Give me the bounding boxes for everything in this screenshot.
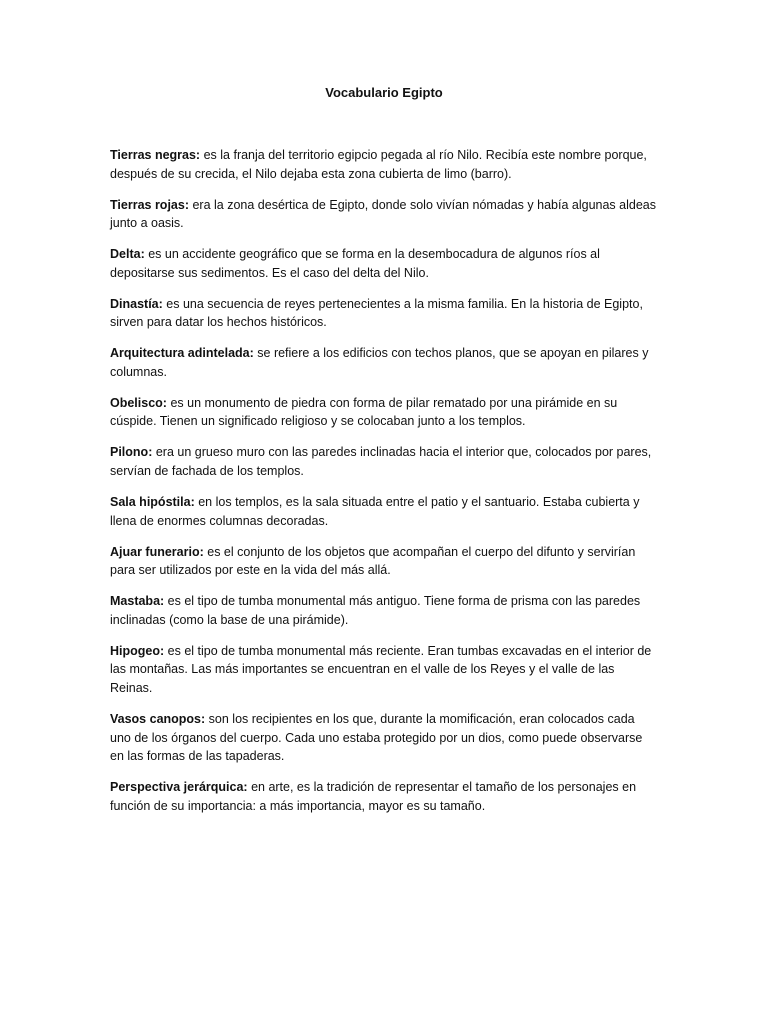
vocabulary-entry (110, 344, 658, 381)
entry-term: Ajuar funerario: (110, 544, 204, 559)
vocabulary-list (110, 146, 658, 828)
entry-term: Tierras negras: (110, 148, 201, 162)
entry-term: Pilono: (110, 445, 153, 460)
vocabulary-entry (110, 196, 658, 233)
vocabulary-entry (110, 443, 658, 480)
vocabulary-entry (110, 642, 658, 698)
vocabulary-entry (110, 245, 658, 282)
entry-definition: son los recipientes en los que, durante la momificación, eran colocados cada uno de los órganos del cuerpo. Cada uno estaba protegido por un dios, como puede observarse en las formas de las tapaderas. (110, 711, 643, 764)
entry-term: Dinastía: (110, 296, 163, 311)
vocabulary-entry (110, 295, 658, 332)
entry-definition: es el conjunto de los objetos que acompañan el cuerpo del difunto y servirían para ser utilizados por este en la vida del más allá. (110, 544, 636, 578)
entry-definition: en arte, es la tradición de representar el tamaño de los personajes en función de su importancia: a más importancia, mayor es su tamaño. (110, 780, 637, 813)
entry-definition: en los templos, es la sala situada entre el patio y el santuario. Estaba cubierta y llena de enormes columnas decoradas. (110, 495, 640, 528)
entry-term: Sala hipóstila: (110, 495, 195, 510)
entry-term: Tierras rojas: (110, 197, 189, 212)
entry-definition: es el tipo de tumba monumental más reciente. Eran tumbas excavadas en el interior de las montañas. Las más importantes se encuentran en el valle de los Reyes y el valle de las Reinas. (110, 643, 652, 695)
entry-term: Vasos canopos: (110, 711, 206, 726)
entry-definition: es una secuencia de reyes pertenecientes a la misma familia. En la historia de Egipto, sirven para datar los hechos históricos. (110, 296, 643, 330)
entry-definition: era un grueso muro con las paredes inclinadas hacia el interior que, colocados por pares, servían de fachada de los templos. (110, 445, 652, 479)
entry-definition: es un accidente geográfico que se forma en la desembocadura de algunos ríos al depositarse sus sedimentos. Es el caso del delta del Nilo. (110, 247, 600, 280)
entry-definition: es el tipo de tumba monumental más antiguo. Tiene forma de prisma con las paredes inclinadas (como la base de una pirámide). (110, 594, 641, 627)
entry-term: Mastaba: (110, 594, 165, 609)
entry-definition: es un monumento de piedra con forma de pilar rematado por una pirámide en su cúspide. Tienen un significado religioso y se colocaban junto a los templos. (110, 395, 618, 429)
vocabulary-entry (110, 592, 658, 629)
vocabulary-entry (110, 493, 658, 530)
vocabulary-entry (110, 710, 658, 766)
entry-term: Hipogeo: (110, 643, 165, 658)
vocabulary-entry (110, 394, 658, 431)
document-title: Vocabulario Egipto (325, 85, 443, 100)
vocabulary-entry (110, 146, 658, 183)
vocabulary-entry (110, 778, 658, 815)
entry-term: Delta: (110, 247, 145, 262)
entry-definition: se refiere a los edificios con techos planos, que se apoyan en pilares y columnas. (110, 346, 649, 379)
entry-term: Perspectiva jerárquica: (110, 780, 248, 795)
vocabulary-entry (110, 543, 658, 580)
entry-term: Arquitectura adintelada: (110, 346, 254, 361)
entry-term: Obelisco: (110, 395, 167, 410)
entry-definition: es la franja del territorio egipcio pegada al río Nilo. Recibía este nombre porque, después de su crecida, el Nilo dejaba esta zona cubierta de limo (barro). (110, 148, 647, 181)
entry-definition: era la zona desértica de Egipto, donde solo vivían nómadas y había algunas aldeas junto a oasis. (110, 197, 656, 231)
